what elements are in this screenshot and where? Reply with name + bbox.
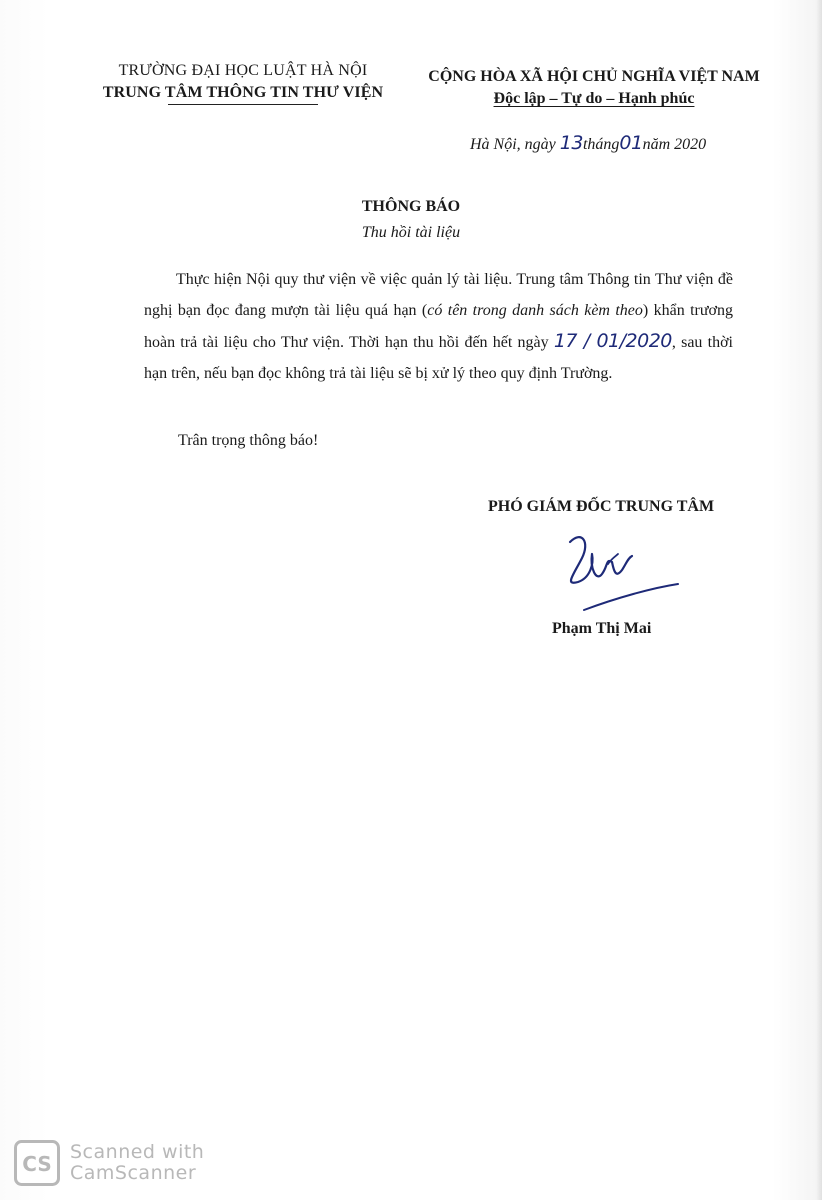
body-paragraph xyxy=(144,264,733,389)
date-month-label: tháng xyxy=(582,136,620,153)
signer-title: PHÓ GIÁM ĐỐC TRUNG TÂM xyxy=(488,498,715,515)
date-prefix: Hà Nội, ngày xyxy=(470,136,560,153)
camscanner-logo-icon xyxy=(14,1140,60,1186)
watermark-line2: CamScanner xyxy=(70,1162,197,1184)
date-day: 13 xyxy=(559,132,583,154)
notice-body xyxy=(144,264,733,389)
page-edge-shadow xyxy=(816,0,822,1200)
body-part3: , sau thời hạn trên, nếu bạn đọc không trả tài liệu sẽ bị xử lý theo quy định Trường. xyxy=(144,334,733,382)
body-italic-note: có tên trong danh sách kèm theo xyxy=(427,302,643,319)
body-part1: Thực hiện Nội quy thư viện về việc quản lý tài liệu. Trung tâm Thông tin Thư viện đề nghị bạn đọc đang mượn tài liệu quá hạn ( xyxy=(144,271,733,319)
deadline-separator: / xyxy=(577,330,597,352)
date-year-label: năm 2020 xyxy=(642,136,707,153)
header-left-underline xyxy=(168,104,318,105)
watermark-line1: Scanned with xyxy=(70,1141,205,1163)
department-name: TRUNG TÂM THÔNG TIN THƯ VIỆN xyxy=(102,84,384,101)
document-date xyxy=(470,132,706,154)
notice-title: THÔNG BÁO xyxy=(361,198,461,215)
watermark-text xyxy=(70,1142,204,1184)
deadline-month: 01 xyxy=(596,330,620,352)
camscanner-watermark xyxy=(14,1140,244,1190)
national-motto: Độc lập – Tự do – Hạnh phúc xyxy=(493,90,695,107)
closing-line: Trân trọng thông báo! xyxy=(178,432,319,449)
national-heading xyxy=(398,66,790,110)
issuing-organization xyxy=(88,60,398,105)
deadline-year: /2020 xyxy=(619,330,672,352)
handwritten-signature xyxy=(556,528,686,620)
deadline-day: 17 xyxy=(553,330,578,352)
country-name: CỘNG HÒA XÃ HỘI CHỦ NGHĨA VIỆT NAM xyxy=(428,68,760,85)
date-month: 01 xyxy=(619,132,643,154)
signer-name: Phạm Thị Mai xyxy=(552,620,652,637)
university-name: TRƯỜNG ĐẠI HỌC LUẬT HÀ NỘI xyxy=(118,62,368,79)
body-part2: ) khẩn trương hoàn trả tài liệu cho Thư viện. Thời hạn thu hồi đến hết ngày xyxy=(144,302,734,351)
logo-text: CS xyxy=(22,1152,52,1176)
notice-subtitle: Thu hồi tài liệu xyxy=(361,224,461,241)
